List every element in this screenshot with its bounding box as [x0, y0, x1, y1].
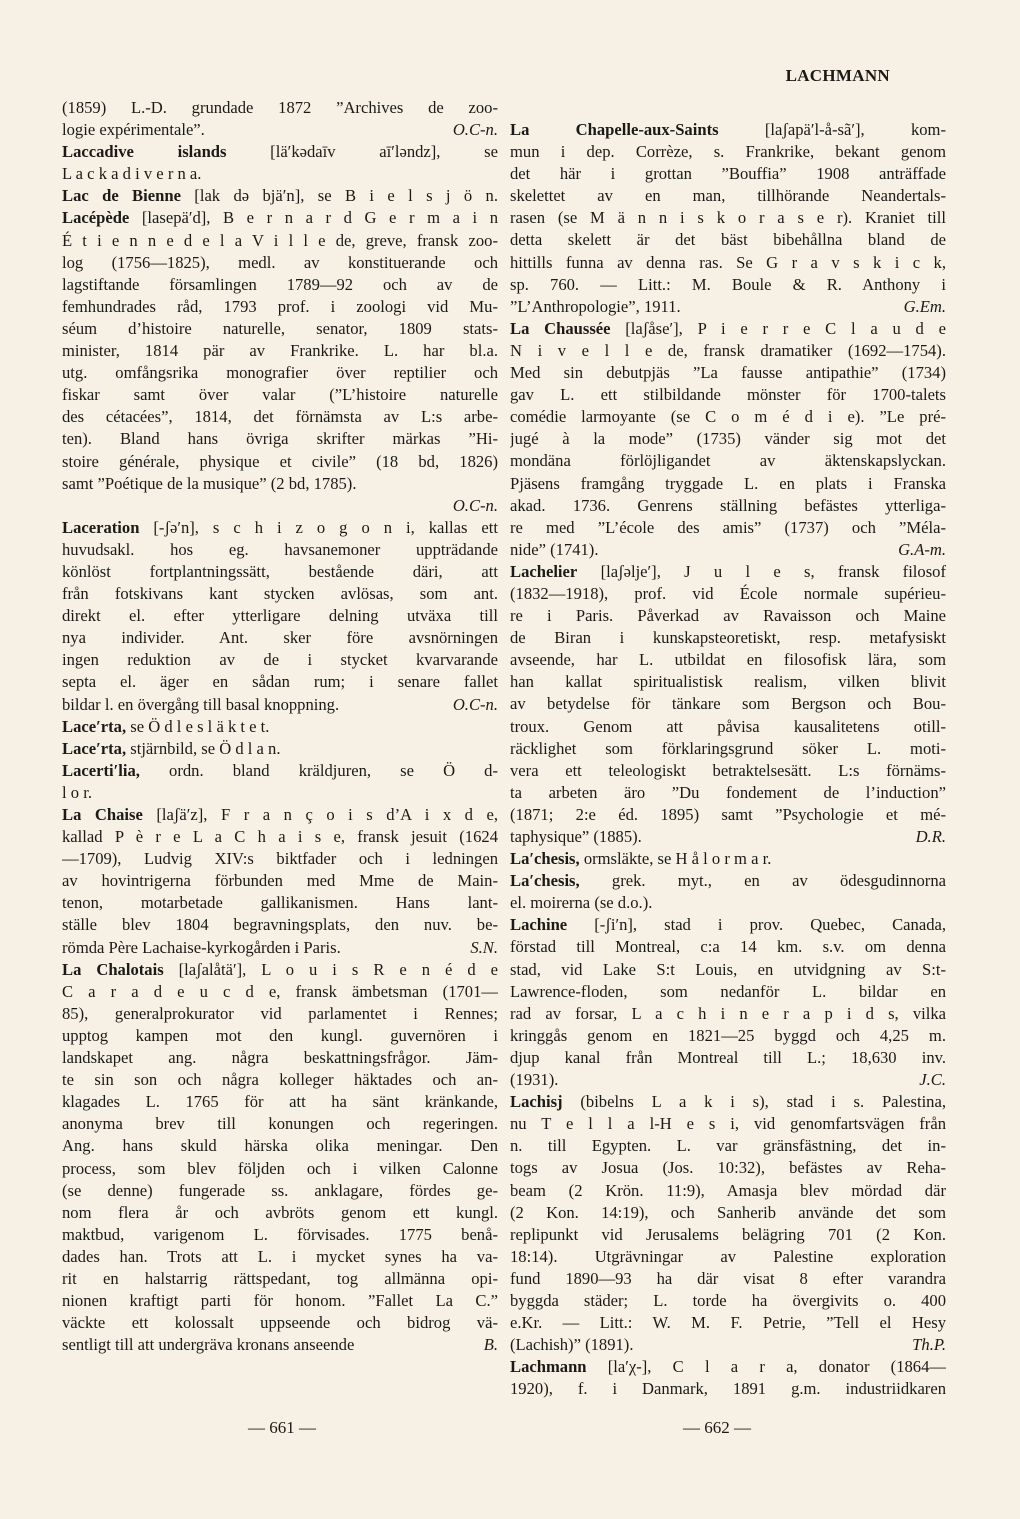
text-line [62, 340, 498, 362]
text-line [510, 1268, 946, 1290]
body-text: de Biran i kunskapsteoretiskt, resp. metafysiskt [510, 628, 946, 648]
body-text: anonyma brev till konungen och regeringen. [62, 1114, 498, 1134]
body-text: nionen kraftigt parti för honom. ”Fallet La C.” [62, 1291, 498, 1311]
body-text: kallad P è r e L a C h a i s e, fransk jesuit (1624 [62, 827, 498, 847]
text-line [62, 1158, 498, 1180]
body-text: samt ”Poétique de la musique” (2 bd, 1785). [62, 473, 357, 493]
body-text: séum d’histoire naturelle, senator, 1809 stats- [62, 318, 498, 338]
entry-headline [62, 959, 498, 981]
body-text: (2 Kon. 14:19), och Sanherib använde det som [510, 1202, 946, 1222]
body-text: te sin son och några kolleger häktades och an- [62, 1070, 498, 1090]
entry-headline [510, 318, 946, 340]
text-line [62, 870, 498, 892]
entry-headline [62, 517, 498, 539]
body-text: av betydelse för tänkare som Bergson och Bou- [510, 694, 946, 714]
entry-headline [62, 760, 498, 782]
body-text: gav L. ett stilbildande mönster för 1700-talets [510, 385, 946, 405]
body-text: (se denne) fungerade ss. anklagare, fördes ge- [62, 1180, 498, 1200]
body-text: É t i e n n e d e l a V i l l e de, greve, fransk zoo- [62, 230, 498, 250]
text-line [510, 141, 946, 163]
text-line [510, 362, 946, 384]
text-line [62, 1202, 498, 1224]
text-line [62, 230, 498, 252]
body-text: klagades L. 1765 för att ha sänt kränkande, [62, 1092, 498, 1112]
text-line [62, 1246, 498, 1268]
body-text: el. moirerna (se d.o.). [510, 893, 653, 913]
body-text: nom flera år och avbröts genom ett kungl. [62, 1202, 498, 1222]
entry-headline [62, 207, 498, 229]
text-line [510, 340, 946, 362]
entry-headline [62, 716, 498, 738]
text-line [510, 1047, 946, 1069]
body-text: femhundrades råd, 1793 prof. i zoologi vid Mu- [62, 296, 498, 316]
body-text: akad. 1736. Genrens ställning befästes ytterliga- [510, 495, 946, 515]
text-line [62, 561, 498, 583]
body-text: stad, vid Lake S:t Louis, en utvidgning av S:t- [510, 959, 946, 979]
text-line [62, 163, 498, 185]
text-line [62, 649, 498, 671]
body-text: Pjäsens framgång tryggade L. en plats i Franska [510, 473, 946, 493]
text-line [510, 229, 946, 251]
entry-headline [510, 1091, 946, 1113]
entry-headline [62, 185, 498, 207]
body-text: stjärnbild, se Ö d l a n. [126, 738, 281, 758]
body-text: process, som blev följden och i vilken Calonne [62, 1158, 498, 1178]
page-number-right: — 662 — [683, 1418, 751, 1437]
text-line [510, 1334, 946, 1356]
body-text: (1931). [510, 1070, 559, 1090]
body-text: ten). Bland hans övriga skrifter märkas ”Hi- [62, 429, 498, 449]
entry-headline [510, 119, 946, 141]
text-line [62, 1069, 498, 1091]
body-text: sp. 760. — Litt.: M. Boule & R. Anthony i [510, 274, 946, 294]
body-text: huvudsakl. hos eg. havsanemoner uppträdande [62, 539, 498, 559]
body-text: l o r. [62, 782, 92, 802]
body-text: [laʃalåtä′], L o u i s R e n é d e [163, 959, 498, 979]
body-text: fund 1890—93 ha där visat 8 efter varandra [510, 1268, 946, 1288]
body-text: (bibelns L a k i s), stad i s. Palestina, [562, 1092, 946, 1112]
text-line [510, 252, 946, 274]
text-line [510, 1378, 946, 1400]
text-line [510, 959, 946, 981]
body-text: [-ʃə′n], s c h i z o g o n i, kallas ett [139, 517, 498, 537]
text-line [510, 782, 946, 804]
entry-headline [510, 561, 946, 583]
body-text: lagstiftande församlingen 1789—92 och av de [62, 274, 498, 294]
body-text: Med sin debutpjäs ”La fausse antipathie” (1734) [510, 363, 946, 383]
body-text: beam (2 Krön. 11:9), Amasja blev mördad där [510, 1180, 946, 1200]
text-line [62, 1180, 498, 1202]
text-line [510, 207, 946, 229]
text-line [510, 1135, 946, 1157]
column-right [510, 119, 946, 1400]
headword: Laccadive islands [62, 142, 227, 162]
body-text: upptog kampen mot den kungl. guvernören i [62, 1025, 498, 1045]
headword: Lachmann [510, 1357, 587, 1377]
text-line [62, 981, 498, 1003]
text-line [62, 1091, 498, 1113]
body-text: [laʃä′z], F r a n ç o i s d’A i x d e, [142, 805, 498, 824]
headword: La Chaise [62, 805, 143, 824]
text-line [510, 760, 946, 782]
text-line [62, 892, 498, 914]
body-text: han kallat spiritualistisk realism, vilken blivit [510, 672, 946, 692]
text-line [62, 694, 498, 716]
body-text: troux. Genom att påvisa kausalitetens otill- [510, 716, 946, 736]
body-text: dades han. Trots att L. i mycket synes ha va- [62, 1246, 498, 1266]
body-text: förstad till Montreal, c:a 14 km. s.v. om denna [510, 937, 946, 957]
body-text: log (1756—1825), medl. av konstituerande och [62, 252, 498, 272]
body-text: nya individer. Ant. sker före avsnörningen [62, 628, 498, 648]
text-line [62, 826, 498, 848]
text-line [62, 1268, 498, 1290]
body-text: 1920), f. i Danmark, 1891 g.m. industriidkaren [510, 1379, 946, 1399]
text-line [510, 1224, 946, 1246]
text-line [62, 428, 498, 450]
text-line [510, 671, 946, 693]
text-line [62, 583, 498, 605]
text-line [62, 1135, 498, 1157]
body-text: detta skelett är det bäst bibehållna bland de [510, 230, 946, 250]
body-text: (1832—1918), prof. vid École normale supérieu- [510, 583, 946, 603]
text-line [510, 892, 946, 914]
text-line [62, 1312, 498, 1334]
body-text: mun i dep. Corrèze, s. Frankrike, bekant genom [510, 142, 946, 162]
body-text: nide” (1741). [510, 539, 599, 559]
body-text: mondäna förlöjligandet av äktenskapslyckan. [510, 451, 946, 471]
text-line [510, 517, 946, 539]
headword: La′chesis, [510, 871, 580, 891]
headword: Lachelier [510, 561, 578, 581]
body-text: Lawrence-floden, som nedanför L. bildar en [510, 981, 946, 1001]
entry-headline [510, 1356, 946, 1378]
body-text: byggda städer; L. torde ha övergivits o. 400 [510, 1290, 946, 1310]
entry-headline [510, 848, 946, 870]
text-line [62, 627, 498, 649]
body-text: av hovintrigerna förbunden med Mme de Main- [62, 871, 498, 891]
text-line [510, 1202, 946, 1224]
body-text: utg. omfångsrika monografier över reptilier och [62, 363, 498, 383]
text-line [510, 1246, 946, 1268]
body-text: römda Père Lachaise-kyrkogården i Paris. [62, 937, 341, 957]
text-line [62, 119, 498, 141]
author-signature: B. [483, 1335, 498, 1355]
body-text: togs av Josua (Jos. 10:32), befästes av Reha- [510, 1158, 946, 1178]
body-text: re i Paris. Påverkad av Ravaisson och Maine [510, 606, 946, 626]
text-line [510, 1157, 946, 1179]
entry-headline [510, 870, 946, 892]
body-text: n. till Egypten. L. var gränsfästning, det in- [510, 1136, 946, 1156]
body-text: rasen (se M ä n n i s k o r a s e r). Kraniet till [510, 208, 946, 228]
author-signature: D.R. [915, 827, 946, 846]
entry-headline [62, 141, 498, 163]
text-line [62, 252, 498, 274]
body-text: tenon, motarbetade gallikanismen. Hans lant- [62, 893, 498, 913]
body-text: minister, 1814 pär av Frankrike. L. har bl.a. [62, 341, 498, 361]
text-line [510, 1113, 946, 1135]
text-line [62, 1047, 498, 1069]
headword: Lacépède [62, 208, 130, 228]
text-line [62, 495, 498, 517]
text-line [510, 804, 946, 826]
body-text: [-ʃi′n], stad i prov. Quebec, Canada, [567, 915, 946, 935]
body-text: ta arbeten äro ”Du fondement de l’induction” [510, 782, 946, 802]
body-text: [laʃapä′l-å-sã′], kom- [718, 120, 946, 139]
headword: Laceration [62, 517, 140, 537]
body-text: [laʃåse′], P i e r r e C l a u d e [610, 318, 946, 338]
body-text: ordn. bland kräldjuren, se Ö d- [139, 760, 498, 780]
body-text: [laʃəlje′], J u l e s, fransk filosof [577, 561, 946, 581]
text-line [510, 1290, 946, 1312]
body-text: fiskar samt över valar (”L’histoire naturelle [62, 385, 498, 405]
page-number-left: — 661 — [248, 1418, 316, 1437]
body-text: avseende, har L. utbildat en filosofisk lära, som [510, 650, 946, 670]
headword: Lace′rta, [62, 716, 127, 736]
text-line [62, 274, 498, 296]
headword: Lac de Bienne [62, 186, 181, 206]
text-line [62, 473, 498, 495]
headword: La Chapelle-aux-Saints [510, 120, 719, 139]
text-line [510, 1003, 946, 1025]
body-text: [lä′kədaīv aī′ləndz], se [226, 142, 498, 162]
text-line [510, 716, 946, 738]
body-text: [lak də bjä′n], se B i e l s j ö n. [180, 186, 498, 206]
text-line [510, 473, 946, 495]
text-line [510, 406, 946, 428]
text-line [62, 451, 498, 473]
text-line [510, 583, 946, 605]
text-line [62, 97, 498, 119]
text-line [510, 428, 946, 450]
body-text: skelettet av en man, tillhörande Neandertals- [510, 186, 946, 206]
body-text: väckte ett kolossalt uppseende och bidrog vä- [62, 1313, 498, 1333]
text-line [510, 539, 946, 561]
body-text: sentligt till att undergräva kronans anseende [62, 1335, 355, 1355]
body-text: grek. myt., en av ödesgudinnorna [579, 871, 946, 891]
headword: Lachisj [510, 1092, 563, 1112]
body-text: se Ö d l e s l ä k t e t. [126, 716, 270, 736]
body-text: landskapet ang. några beskattningsfrågor. Jäm- [62, 1048, 498, 1068]
text-line [62, 1224, 498, 1246]
headword: La′chesis, [510, 849, 580, 869]
body-text: räcklighet som förklaringsgrund söker L. moti- [510, 738, 946, 758]
body-text: (1859) L.-D. grundade 1872 ”Archives de zoo- [62, 98, 498, 117]
text-line [62, 539, 498, 561]
text-line [510, 738, 946, 760]
body-text: —1709), Ludvig XIV:s biktfader och i ledningen [62, 849, 498, 869]
headword: La Chalotais [62, 959, 164, 979]
text-line [510, 693, 946, 715]
body-text: kringgås genom en 1821—25 byggd och 4,25 m. [510, 1025, 946, 1045]
entry-headline [62, 804, 498, 826]
author-signature: G.Em. [903, 296, 946, 316]
body-text: e.Kr. — Litt.: W. M. F. Petrie, ”Tell el Hesy [510, 1313, 946, 1333]
body-text: ingen reduktion av de i stycket kvarvarande [62, 650, 498, 670]
text-line [62, 605, 498, 627]
text-line [62, 914, 498, 936]
body-text: ställe blev 1804 begravningsplats, den nuv. be- [62, 915, 498, 935]
column-left [62, 97, 498, 1356]
text-line [62, 671, 498, 693]
author-signature: O.C-n. [452, 120, 498, 140]
text-line [510, 185, 946, 207]
text-line [62, 318, 498, 340]
text-line [62, 296, 498, 318]
text-line [62, 782, 498, 804]
body-text: bildar l. en övergång till basal knoppning. [62, 694, 340, 714]
text-line [510, 649, 946, 671]
text-line [510, 163, 946, 185]
text-line [510, 981, 946, 1003]
entry-headline [62, 738, 498, 760]
body-text: direkt el. efter ytterligare delning utväxa till [62, 606, 498, 626]
body-text: nu T e l l a l-H e s i, vid genomfartsvägen från [510, 1114, 946, 1134]
headword: La Chaussée [510, 318, 611, 338]
text-line [62, 1290, 498, 1312]
body-text: C a r a d e u c d e, fransk ämbetsman (1701— [62, 981, 498, 1001]
body-text: hittills funna av denna ras. Se G r a v s k i c k, [510, 252, 946, 272]
body-text: (Lachish)” (1891). [510, 1335, 634, 1355]
body-text: re med ”L’école des amis” (1737) och ”Méla- [510, 517, 946, 537]
body-text: L a c k a d i v e r n a. [62, 164, 202, 184]
author-signature: O.C-n. [452, 694, 498, 714]
text-line [62, 1113, 498, 1135]
body-text: vera ett teleologiskt betraktelsesätt. L:s förnäms- [510, 760, 946, 780]
body-text: replipunkt vid Jerusalems belägring 701 (2 Kon. [510, 1224, 946, 1244]
headword: Lace′rta, [62, 738, 127, 758]
author-signature: J.C. [919, 1070, 946, 1090]
body-text: ”L’Anthropologie”, 1911. [510, 296, 681, 316]
text-line [510, 826, 946, 848]
body-text: från fotskivans kant stycken avlösas, som ant. [62, 584, 498, 604]
body-text: [la′χ-], C l a r a, donator (1864— [586, 1357, 946, 1377]
body-text: stoire générale, physique et civile” (18 bd, 1826) [62, 451, 498, 471]
text-line [510, 605, 946, 627]
body-text: 18:14). Utgrävningar av Palestine exploration [510, 1246, 946, 1266]
text-line [510, 1069, 946, 1091]
headword: Lachine [510, 915, 568, 935]
text-line [510, 274, 946, 296]
body-text: logie expérimentale”. [62, 120, 205, 140]
body-text: djup kanal från Montreal till L.; 18,630 inv. [510, 1047, 946, 1067]
text-line [62, 406, 498, 428]
running-head: LACHMANN [785, 66, 890, 85]
text-line [510, 495, 946, 517]
text-line [510, 1025, 946, 1047]
body-text: [lasepä′d], B e r n a r d G e r m a i n [129, 208, 498, 228]
body-text: det här i grottan ”Bouffia” 1908 anträffade [510, 164, 946, 184]
body-text: ormsläkte, se H å l o r m a r. [579, 849, 772, 869]
body-text: des cétacées”, 1814, det förnämsta av L:s arbe- [62, 407, 498, 427]
text-line [510, 296, 946, 318]
body-text: jugé à la mode” (1735) vänder sig mot det [510, 429, 946, 449]
author-signature: G.A-m. [898, 539, 946, 559]
text-line [510, 1180, 946, 1202]
text-line [62, 848, 498, 870]
text-line [62, 1334, 498, 1356]
body-text: (1871; 2:e éd. 1895) samt ”Psychologie et mé- [510, 804, 946, 824]
text-line [510, 627, 946, 649]
body-text: comédie larmoyante (se C o m é d i e). ”Le pré- [510, 407, 946, 427]
body-text: rit en halstarrig rättspedant, tog allmänna opi- [62, 1268, 498, 1288]
text-line [510, 384, 946, 406]
body-text: Ang. hans skuld härska olika meningar. Den [62, 1136, 498, 1156]
text-line [62, 1025, 498, 1047]
author-signature: Th.P. [912, 1335, 946, 1355]
text-line [62, 362, 498, 384]
entry-headline [510, 914, 946, 936]
body-text: septa el. äger en sådan rum; i senare fallet [62, 672, 498, 692]
body-text: 85), generalprokurator vid parlamentet i Rennes; [62, 1003, 498, 1023]
author-signature: S.N. [470, 937, 498, 957]
text-line [510, 1312, 946, 1334]
body-text: maktbud, varigenom L. förvisades. 1775 benå- [62, 1224, 498, 1244]
body-text: rad av forsar, L a c h i n e r a p i d s, vilka [510, 1003, 946, 1023]
text-line [62, 1003, 498, 1025]
body-text: N i v e l l e de, fransk dramatiker (1692—1754). [510, 340, 946, 360]
text-line [510, 936, 946, 958]
body-text: taphysique” (1885). [510, 827, 642, 846]
text-line [62, 937, 498, 959]
text-line [510, 450, 946, 472]
headword: Lacerti′lia, [62, 760, 140, 780]
body-text: könlöst fortplantningssätt, bestående däri, att [62, 561, 498, 581]
author-signature: O.C-n. [452, 495, 498, 515]
text-line [62, 384, 498, 406]
